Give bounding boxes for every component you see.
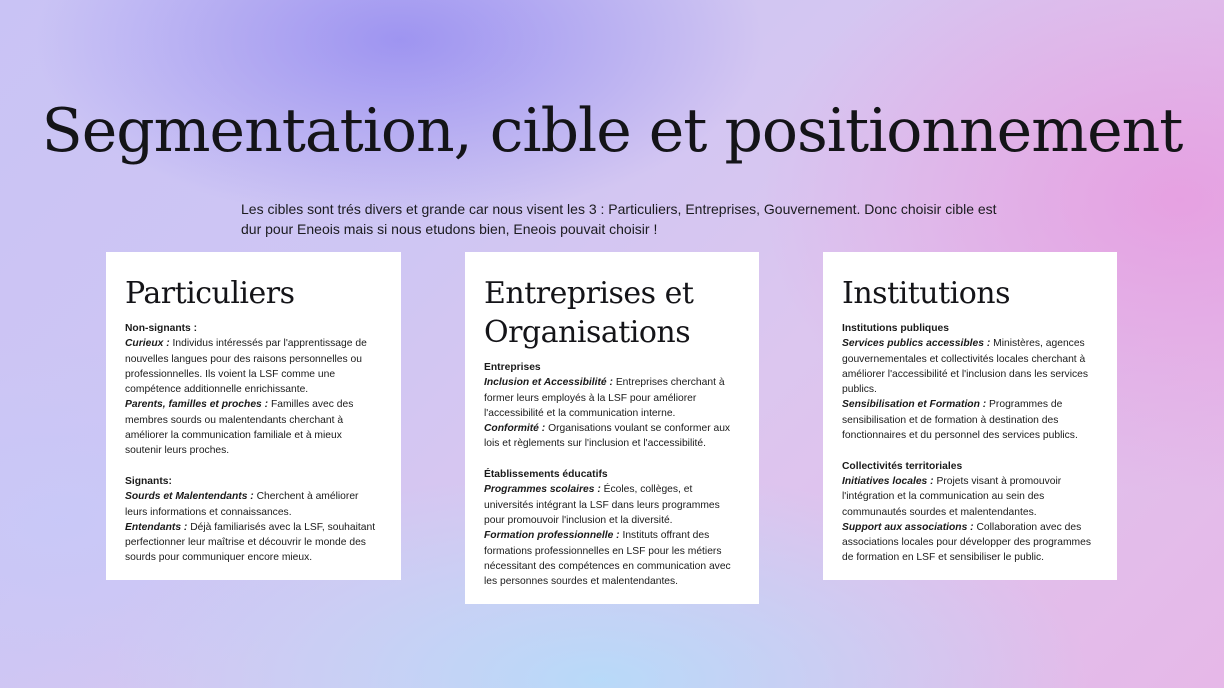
card-section <box>125 474 381 566</box>
item-key: Support aux associations : <box>842 521 974 533</box>
section-heading: Institutions publiques <box>842 323 949 334</box>
item-text: Programmes de sensibilisation et de formation à destination des fonctionnaires et du personnel des services publics. <box>842 399 1078 442</box>
card-section <box>842 321 1097 443</box>
list-item <box>842 336 1097 397</box>
item-text: Déjà familiarisés avec la LSF, souhaitant perfectionner leur maîtrise et découvrir le monde des sourds pour communiquer encore mieux. <box>125 521 376 564</box>
card-entreprises <box>465 252 759 604</box>
item-key: Services publics accessibles : <box>842 338 991 350</box>
item-key: Curieux : <box>125 338 170 350</box>
card-institutions <box>823 252 1117 580</box>
item-key: Parents, familles et proches : <box>125 399 269 411</box>
item-text: Ministères, agences gouvernementales et collectivités locales cherchant à améliorer l'accessibilité et l'inclusion dans les services publics. <box>842 338 1089 396</box>
item-key: Sourds et Malentendants : <box>125 491 254 503</box>
list-item <box>484 421 739 452</box>
list-item <box>842 474 1097 520</box>
item-key: Entendants : <box>125 521 188 533</box>
card-section <box>842 459 1097 566</box>
item-text: Organisations voulant se conformer aux lois et règlements sur l'inclusion et l'accessibilité. <box>484 423 731 450</box>
section-heading: Non-signants : <box>125 323 198 334</box>
item-text: Entreprises cherchant à former leurs employés à la LSF pour améliorer l'accessibilité et la communication interne. <box>484 377 725 419</box>
item-key: Formation professionnelle : <box>484 530 620 542</box>
list-item <box>484 482 739 528</box>
card-title: Institutions <box>842 276 1011 311</box>
item-text: Instituts offrant des formations professionnelles en LSF pour les métiers nécessitant des compétences en communication avec les personnes sourdes et malentendantes. <box>484 530 731 588</box>
section-heading: Entreprises <box>484 362 541 373</box>
slide-title: Segmentation, cible et positionnement <box>41 96 1183 166</box>
card-title: Entreprises et Organisations <box>484 276 694 350</box>
item-key: Inclusion et Accessibilité : <box>484 377 613 389</box>
list-item <box>484 528 739 589</box>
item-text: Collaboration avec des associations locales pour développer des programmes de formation en LSF et sensibiliser le public. <box>842 521 1091 564</box>
card-particuliers <box>106 252 401 580</box>
item-key: Conformité : <box>484 423 546 435</box>
item-key: Initiatives locales : <box>842 475 934 487</box>
list-item <box>842 520 1097 566</box>
section-heading: Collectivités territoriales <box>842 460 963 472</box>
item-text: Individus intéressés par l'apprentissage de nouvelles langues pour des raisons personnelles ou professionnelles. Ils voient la LSF comme une compétence additionnelle enrichissante. <box>125 338 367 396</box>
list-item <box>125 397 381 458</box>
slide-intro: Les cibles sont trés divers et grande car nous visent les 3 : Particuliers, Entreprises, Gouvernement. Donc choisir cible est dur pour Eneois mais si nous etudons bien, Eneois pouvait choisir ! <box>241 201 997 237</box>
card-section <box>125 321 381 459</box>
item-text: Familles avec des membres sourds ou malentendants cherchant à améliorer la communication familiale et à mieux soutenir leurs proches. <box>125 399 354 457</box>
card-title: Particuliers <box>125 276 295 311</box>
section-heading: Établissements éducatifs <box>484 469 608 481</box>
list-item <box>484 375 739 421</box>
card-section <box>484 467 739 589</box>
item-text: Cherchent à améliorer leurs informations et connaissances. <box>125 491 359 518</box>
list-item <box>125 520 381 566</box>
list-item <box>125 489 381 520</box>
section-heading: Signants: <box>125 475 172 487</box>
list-item <box>842 397 1097 443</box>
card-section <box>484 360 739 452</box>
item-key: Sensibilisation et Formation : <box>842 399 987 411</box>
list-item <box>125 336 381 397</box>
item-text: Projets visant à promouvoir l'intégration et la communication au sein des communautés sourdes et malentendantes. <box>842 475 1062 518</box>
item-key: Programmes scolaires : <box>484 484 601 496</box>
item-text: Écoles, collèges, et universités intégrant la LSF dans leurs programmes pour promouvoir l'inclusion et la diversité. <box>484 484 720 526</box>
